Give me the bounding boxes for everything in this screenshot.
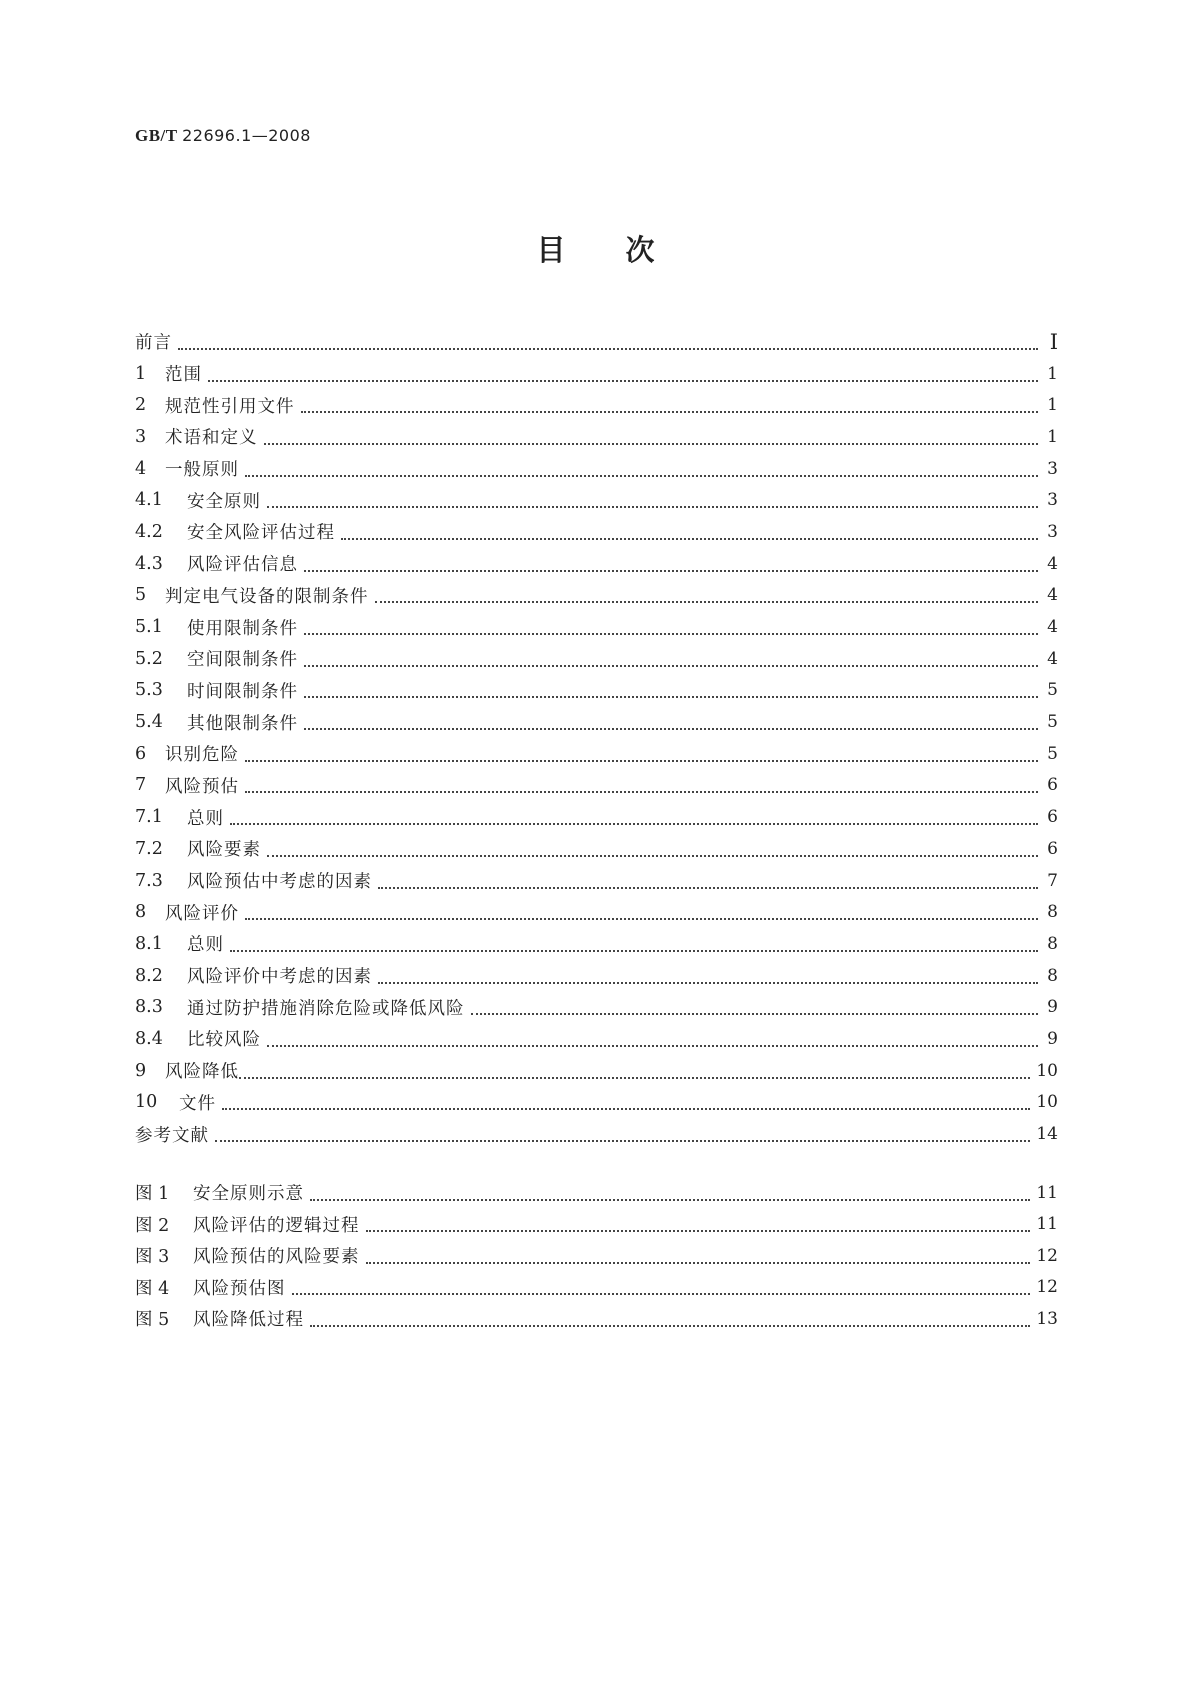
toc-entry-page: 6 (1047, 838, 1058, 859)
toc-entry-page: 4 (1047, 553, 1058, 574)
figure-entry[interactable] (135, 1272, 1058, 1304)
toc-entry[interactable] (135, 675, 1058, 707)
toc-leader (245, 740, 1038, 762)
toc-leader (178, 328, 1038, 350)
figure-label: 风险评估的逻辑过程 (193, 1215, 360, 1236)
toc-entry[interactable] (135, 1055, 1058, 1087)
toc-leader (267, 835, 1038, 857)
toc-leader (375, 581, 1039, 603)
toc-entry[interactable] (135, 548, 1058, 580)
toc-entry-page: Ⅰ (1049, 329, 1058, 354)
figure-number: 图 2 (135, 1215, 170, 1236)
toc-entry-page: 1 (1047, 395, 1058, 416)
toc-entry[interactable] (135, 580, 1058, 612)
toc-entry-page: 8 (1047, 965, 1058, 986)
toc-entry-number: 4.1 (135, 490, 163, 511)
toc-entry-page: 5 (1047, 680, 1058, 701)
toc-entry-number: 5 (135, 585, 147, 606)
toc-entry-number: 8.3 (135, 997, 163, 1018)
toc-entry-label: 比较风险 (187, 1030, 261, 1051)
toc-entry[interactable] (135, 643, 1058, 675)
toc-entry[interactable] (135, 358, 1058, 390)
toc-leader (378, 962, 1038, 984)
toc-leader (304, 645, 1038, 667)
toc-entry-page: 9 (1047, 997, 1058, 1018)
toc-leader (239, 1057, 1030, 1079)
toc-entry-page: 6 (1047, 807, 1058, 828)
toc-entry-label: 风险降低 (165, 1062, 239, 1083)
toc-entry-number: 7.1 (135, 807, 163, 828)
toc-leader (310, 1179, 1030, 1201)
toc-entry-number: 9 (135, 1060, 147, 1081)
toc-entry-number: 4.3 (135, 553, 163, 574)
figure-number: 图 5 (135, 1310, 170, 1331)
toc-leader (304, 613, 1038, 635)
toc-entry-label: 安全原则 (187, 491, 261, 512)
toc-entry-label: 时间限制条件 (187, 681, 298, 702)
toc-entry-label: 一般原则 (165, 460, 239, 481)
figure-label: 风险降低过程 (193, 1310, 304, 1331)
toc-entry-label: 判定电气设备的限制条件 (165, 586, 369, 607)
figure-number: 图 1 (135, 1184, 170, 1205)
toc-leader (245, 455, 1038, 477)
toc-entry-page: 10 (1036, 1060, 1058, 1081)
figure-entry[interactable] (135, 1177, 1058, 1209)
toc-entry-label: 其他限制条件 (187, 713, 298, 734)
toc-leader (230, 803, 1038, 825)
standard-number: 22696.1—2008 (182, 126, 311, 145)
toc-entry-page: 1 (1047, 363, 1058, 384)
toc-entry-number: 3 (135, 426, 147, 447)
toc-entry-number: 7.2 (135, 838, 163, 859)
toc-leader (267, 1025, 1038, 1047)
toc-entry-label: 安全风险评估过程 (187, 523, 335, 544)
toc-entry[interactable] (135, 991, 1058, 1023)
toc-entry-label: 风险评估信息 (187, 555, 298, 576)
standard-code (135, 126, 311, 146)
list-of-figures (135, 1177, 1058, 1335)
toc-leader (267, 486, 1038, 508)
toc-entry-page: 1 (1047, 426, 1058, 447)
table-of-contents (135, 326, 1058, 1150)
toc-entry-label: 术语和定义 (165, 428, 258, 449)
toc-leader (301, 391, 1039, 413)
toc-entry-label: 风险预估 (165, 776, 239, 797)
toc-entry[interactable] (135, 326, 1058, 358)
toc-leader (292, 1273, 1031, 1295)
figure-entry[interactable] (135, 1303, 1058, 1335)
toc-leader (208, 360, 1038, 382)
toc-entry-number: 8.1 (135, 933, 163, 954)
figure-label: 安全原则示意 (193, 1184, 304, 1205)
toc-entry-label: 参考文献 (135, 1125, 209, 1146)
toc-leader (366, 1210, 1031, 1232)
toc-leader (310, 1305, 1030, 1327)
toc-leader (304, 550, 1038, 572)
toc-entry-label: 识别危险 (165, 745, 239, 766)
toc-entry-label: 使用限制条件 (187, 618, 298, 639)
toc-leader (304, 676, 1038, 698)
toc-entry-page: 14 (1036, 1124, 1058, 1145)
toc-leader (471, 993, 1039, 1015)
toc-entry-page: 3 (1047, 521, 1058, 542)
toc-entry-label: 空间限制条件 (187, 650, 298, 671)
toc-entry-label: 通过防护措施消除危险或降低风险 (187, 998, 465, 1019)
toc-entry-page: 5 (1047, 743, 1058, 764)
toc-entry-label: 风险预估中考虑的因素 (187, 872, 372, 893)
toc-entry-number: 7 (135, 775, 147, 796)
toc-entry-page: 3 (1047, 458, 1058, 479)
toc-entry-page: 7 (1047, 870, 1058, 891)
toc-entry[interactable] (135, 1023, 1058, 1055)
toc-entry-page: 4 (1047, 648, 1058, 669)
toc-entry[interactable] (135, 801, 1058, 833)
toc-leader (245, 898, 1038, 920)
toc-entry-number: 5.4 (135, 712, 163, 733)
figure-label: 风险预估图 (193, 1278, 286, 1299)
toc-entry[interactable] (135, 928, 1058, 960)
toc-entry[interactable] (135, 770, 1058, 802)
toc-leader (378, 867, 1038, 889)
toc-leader (215, 1120, 1030, 1142)
toc-entry-page: 9 (1047, 1028, 1058, 1049)
toc-entry[interactable] (135, 960, 1058, 992)
toc-entry[interactable] (135, 1087, 1058, 1119)
standard-prefix: GB/T (135, 126, 178, 145)
toc-leader (264, 423, 1039, 445)
figure-page: 11 (1036, 1182, 1058, 1203)
toc-entry-number: 8.4 (135, 1028, 163, 1049)
toc-entry-page: 6 (1047, 775, 1058, 796)
figure-page: 13 (1036, 1308, 1058, 1329)
figure-number: 图 3 (135, 1247, 170, 1268)
figure-page: 12 (1036, 1277, 1058, 1298)
figure-entry[interactable] (135, 1240, 1058, 1272)
toc-entry-label: 范围 (165, 365, 202, 386)
figure-page: 12 (1036, 1245, 1058, 1266)
toc-leader (222, 1088, 1030, 1110)
toc-entry-page: 8 (1047, 902, 1058, 923)
toc-entry[interactable] (135, 1118, 1058, 1150)
toc-entry-number: 4 (135, 458, 147, 479)
toc-entry-number: 5.2 (135, 648, 163, 669)
toc-entry-label: 规范性引用文件 (165, 396, 295, 417)
toc-entry[interactable] (135, 738, 1058, 770)
toc-entry[interactable] (135, 453, 1058, 485)
figure-page: 11 (1036, 1214, 1058, 1235)
page-title: 目次 (536, 233, 715, 267)
toc-entry[interactable] (135, 833, 1058, 865)
toc-entry[interactable] (135, 896, 1058, 928)
toc-entry[interactable] (135, 389, 1058, 421)
toc-entry-number: 8 (135, 902, 147, 923)
figure-number: 图 4 (135, 1278, 170, 1299)
toc-entry[interactable] (135, 484, 1058, 516)
toc-leader (341, 518, 1038, 540)
toc-entry[interactable] (135, 516, 1058, 548)
toc-entry-number: 5.3 (135, 680, 163, 701)
toc-entry-number: 7.3 (135, 870, 163, 891)
toc-leader (245, 771, 1038, 793)
toc-entry-number: 5.1 (135, 617, 163, 638)
toc-entry-label: 总则 (187, 808, 224, 829)
toc-entry-label: 风险要素 (187, 840, 261, 861)
toc-leader (366, 1242, 1031, 1264)
toc-entry[interactable] (135, 421, 1058, 453)
toc-leader (304, 708, 1038, 730)
toc-entry-page: 10 (1036, 1092, 1058, 1113)
toc-entry[interactable] (135, 706, 1058, 738)
toc-entry[interactable] (135, 865, 1058, 897)
toc-entry-label: 风险评价 (165, 903, 239, 924)
toc-entry-page: 5 (1047, 712, 1058, 733)
toc-entry-number: 8.2 (135, 965, 163, 986)
figure-label: 风险预估的风险要素 (193, 1247, 360, 1268)
toc-leader (230, 930, 1038, 952)
toc-entry-label: 前言 (135, 333, 172, 354)
toc-entry-page: 8 (1047, 933, 1058, 954)
toc-entry[interactable] (135, 611, 1058, 643)
toc-entry-page: 3 (1047, 490, 1058, 511)
toc-entry-page: 4 (1047, 585, 1058, 606)
toc-entry-number: 6 (135, 743, 147, 764)
figure-entry[interactable] (135, 1209, 1058, 1241)
toc-entry-label: 总则 (187, 935, 224, 956)
toc-entry-number: 10 (135, 1092, 158, 1113)
toc-entry-page: 4 (1047, 617, 1058, 638)
toc-entry-number: 2 (135, 395, 147, 416)
toc-entry-number: 1 (135, 363, 147, 384)
toc-entry-label: 文件 (179, 1093, 216, 1114)
toc-entry-label: 风险评价中考虑的因素 (187, 967, 372, 988)
toc-entry-number: 4.2 (135, 521, 163, 542)
